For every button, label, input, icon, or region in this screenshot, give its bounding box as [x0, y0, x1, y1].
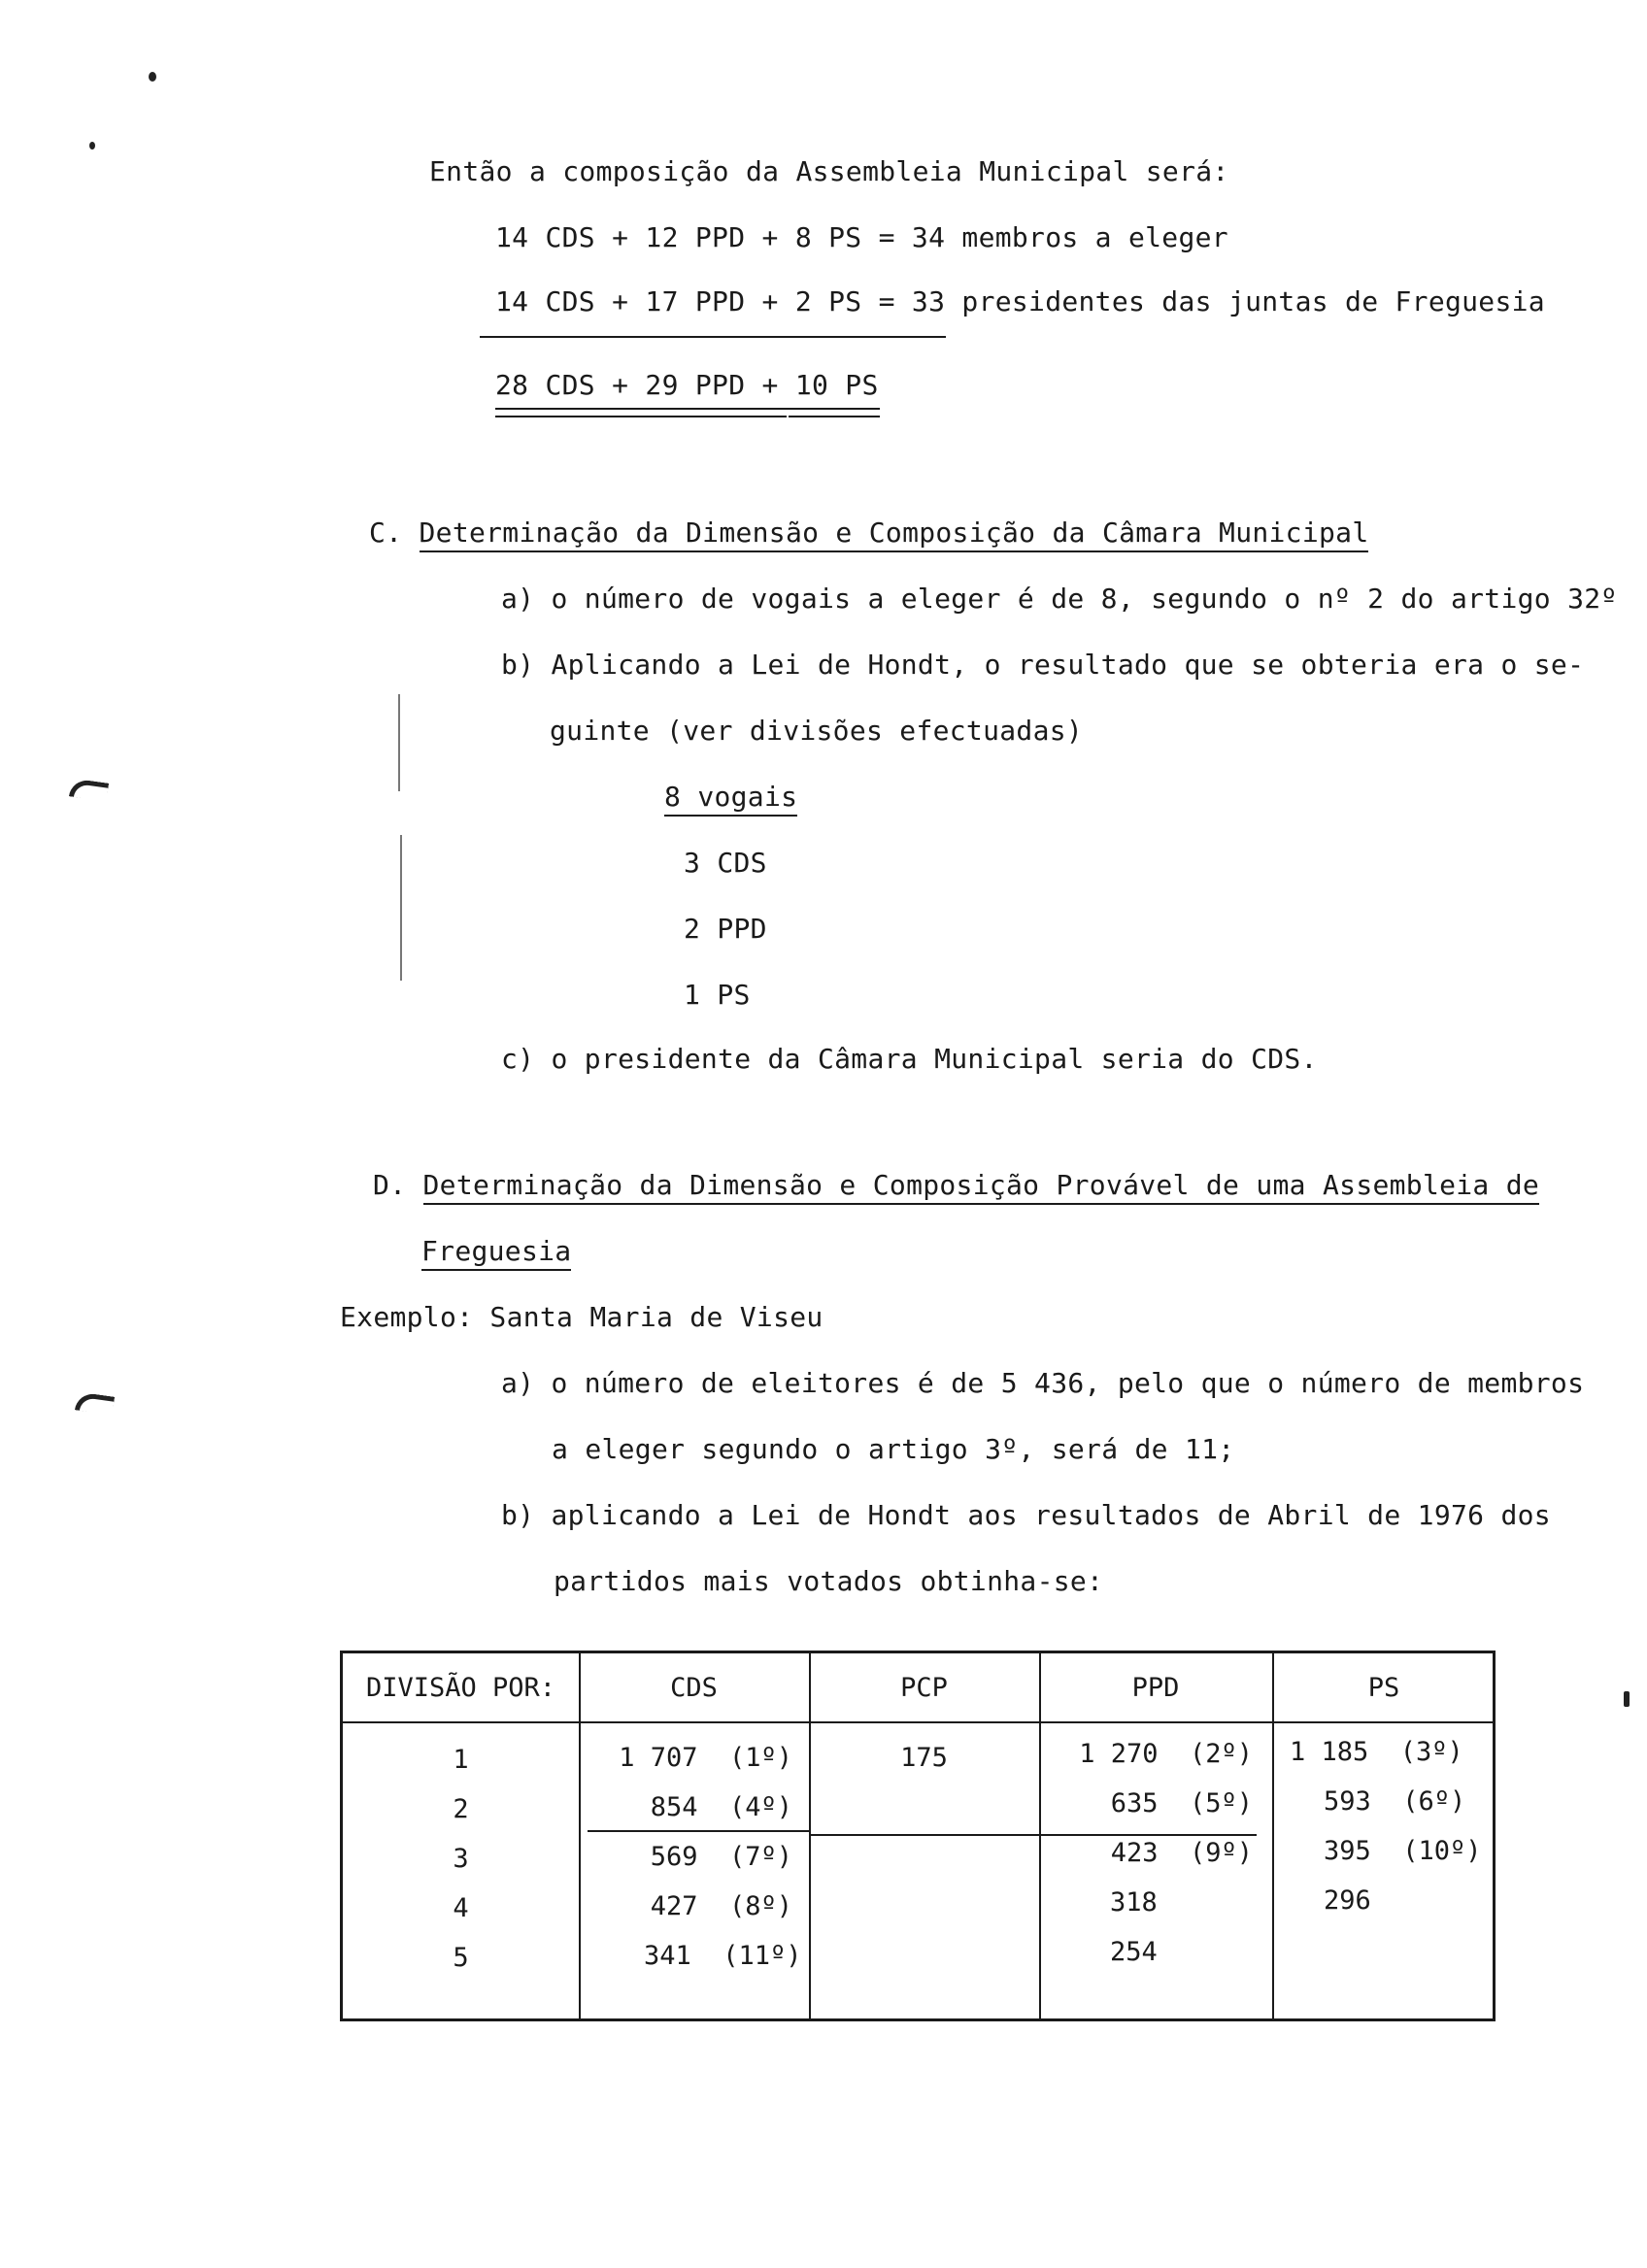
cds-cell: 341 (11º) — [644, 1941, 802, 1971]
section-c-item-b-1: b) Aplicando a Lei de Hondt, o resultado que se obteria era o se- — [501, 649, 1585, 681]
assembleia-line-1: 14 CDS + 12 PPD + 8 PS = 34 membros a eleger — [495, 221, 1228, 253]
ppd-cutoff-rule — [1039, 1834, 1257, 1836]
ppd-cell: 423 (9º) — [1110, 1838, 1253, 1868]
hondt-table — [340, 1651, 1496, 2021]
header-cds: CDS — [670, 1673, 718, 1703]
scan-speck — [1624, 1691, 1630, 1707]
ps-cell: 593 (6º) — [1324, 1786, 1466, 1817]
header-divider — [343, 1721, 1493, 1723]
vogais-ps: 1 PS — [684, 979, 751, 1011]
divisor-cell: 5 — [453, 1943, 469, 1973]
section-d-title-2: Freguesia — [421, 1235, 571, 1271]
margin-line — [400, 835, 402, 981]
total-double-rule — [495, 416, 787, 417]
section-d-item-a-1: a) o número de eleitores é de 5 436, pelo que o número de membros — [501, 1367, 1585, 1399]
assembleia-line-2-sum: 14 CDS + 17 PPD + 2 PS = 33 — [495, 285, 946, 317]
divisor-cell: 3 — [453, 1844, 469, 1874]
section-d-letter: D. — [373, 1169, 407, 1201]
header-ppd: PPD — [1131, 1673, 1180, 1703]
ps-cell: 296 — [1324, 1885, 1371, 1916]
punch-hole-mark — [69, 778, 109, 801]
divisor-cell: 2 — [453, 1794, 469, 1824]
divisor-cell: 1 — [453, 1745, 469, 1775]
section-d-example: Exemplo: Santa Maria de Viseu — [340, 1301, 824, 1333]
assembleia-intro: Então a composição da Assembleia Municipal será: — [429, 155, 1229, 187]
ppd-cell: 1 270 (2º) — [1079, 1739, 1253, 1769]
column-divider — [579, 1653, 581, 2018]
header-divisao: DIVISÃO POR: — [365, 1673, 556, 1703]
section-d-item-b-1: b) aplicando a Lei de Hondt aos resultados de Abril de 1976 dos — [501, 1499, 1551, 1531]
assembleia-line-2-text: presidentes das juntas de Freguesia — [945, 285, 1545, 317]
vogais-ppd: 2 PPD — [684, 913, 767, 945]
divisor-cell: 4 — [453, 1893, 469, 1923]
header-ps: PS — [1367, 1673, 1400, 1703]
margin-line — [398, 694, 400, 791]
section-d-title-1: Determinação da Dimensão e Composição Provável de uma Assembleia de — [423, 1169, 1540, 1205]
ps-cell: 395 (10º) — [1324, 1836, 1482, 1866]
ppd-cell: 318 — [1110, 1887, 1158, 1918]
cds-cell: 427 (8º) — [650, 1891, 792, 1921]
column-divider — [809, 1653, 811, 2018]
section-c-item-b-2: guinte (ver divisões efectuadas) — [550, 715, 1084, 747]
ppd-cell: 635 (5º) — [1110, 1788, 1253, 1818]
vogais-cds: 3 CDS — [684, 847, 767, 879]
section-c-title: Determinação da Dimensão e Composição da Câmara Municipal — [420, 517, 1369, 552]
section-d-heading — [373, 1169, 1539, 1202]
section-c-item-c: c) o presidente da Câmara Municipal seria do CDS. — [501, 1043, 1318, 1075]
pcp-cell: 175 — [900, 1743, 948, 1773]
header-pcp: PCP — [900, 1673, 948, 1703]
vogais-title-text: 8 vogais — [664, 781, 797, 817]
scan-speck — [149, 72, 156, 82]
ps-cell: 1 185 (3º) — [1290, 1737, 1463, 1767]
column-divider — [1039, 1653, 1041, 2018]
section-d-item-b-2: partidos mais votados obtinha-se: — [554, 1565, 1104, 1597]
section-d-item-a-2: a eleger segundo o artigo 3º, será de 11; — [552, 1433, 1235, 1465]
pcp-cutoff-rule — [809, 1834, 1039, 1836]
cds-cell: 1 707 (1º) — [619, 1743, 792, 1773]
scan-speck — [89, 142, 95, 150]
vogais-title — [664, 781, 797, 814]
section-c-heading — [369, 517, 1368, 550]
total-double-rule — [789, 416, 880, 417]
punch-hole-mark — [75, 1391, 115, 1415]
section-c-letter: C. — [369, 517, 403, 549]
sum-rule — [480, 336, 946, 338]
cds-cutoff-rule — [588, 1830, 809, 1832]
cds-cell: 854 (4º) — [650, 1792, 792, 1822]
assembleia-line-2 — [495, 285, 1545, 318]
column-divider — [1272, 1653, 1274, 2018]
section-c-item-a: a) o número de vogais a eleger é de 8, segundo o nº 2 do artigo 32º — [501, 583, 1618, 615]
cds-cell: 569 (7º) — [650, 1842, 792, 1872]
total-rule — [495, 408, 880, 410]
assembleia-total: 28 CDS + 29 PPD + 10 PS — [495, 369, 879, 401]
section-d-title-2-row — [421, 1235, 571, 1268]
ppd-cell: 254 — [1110, 1937, 1158, 1967]
